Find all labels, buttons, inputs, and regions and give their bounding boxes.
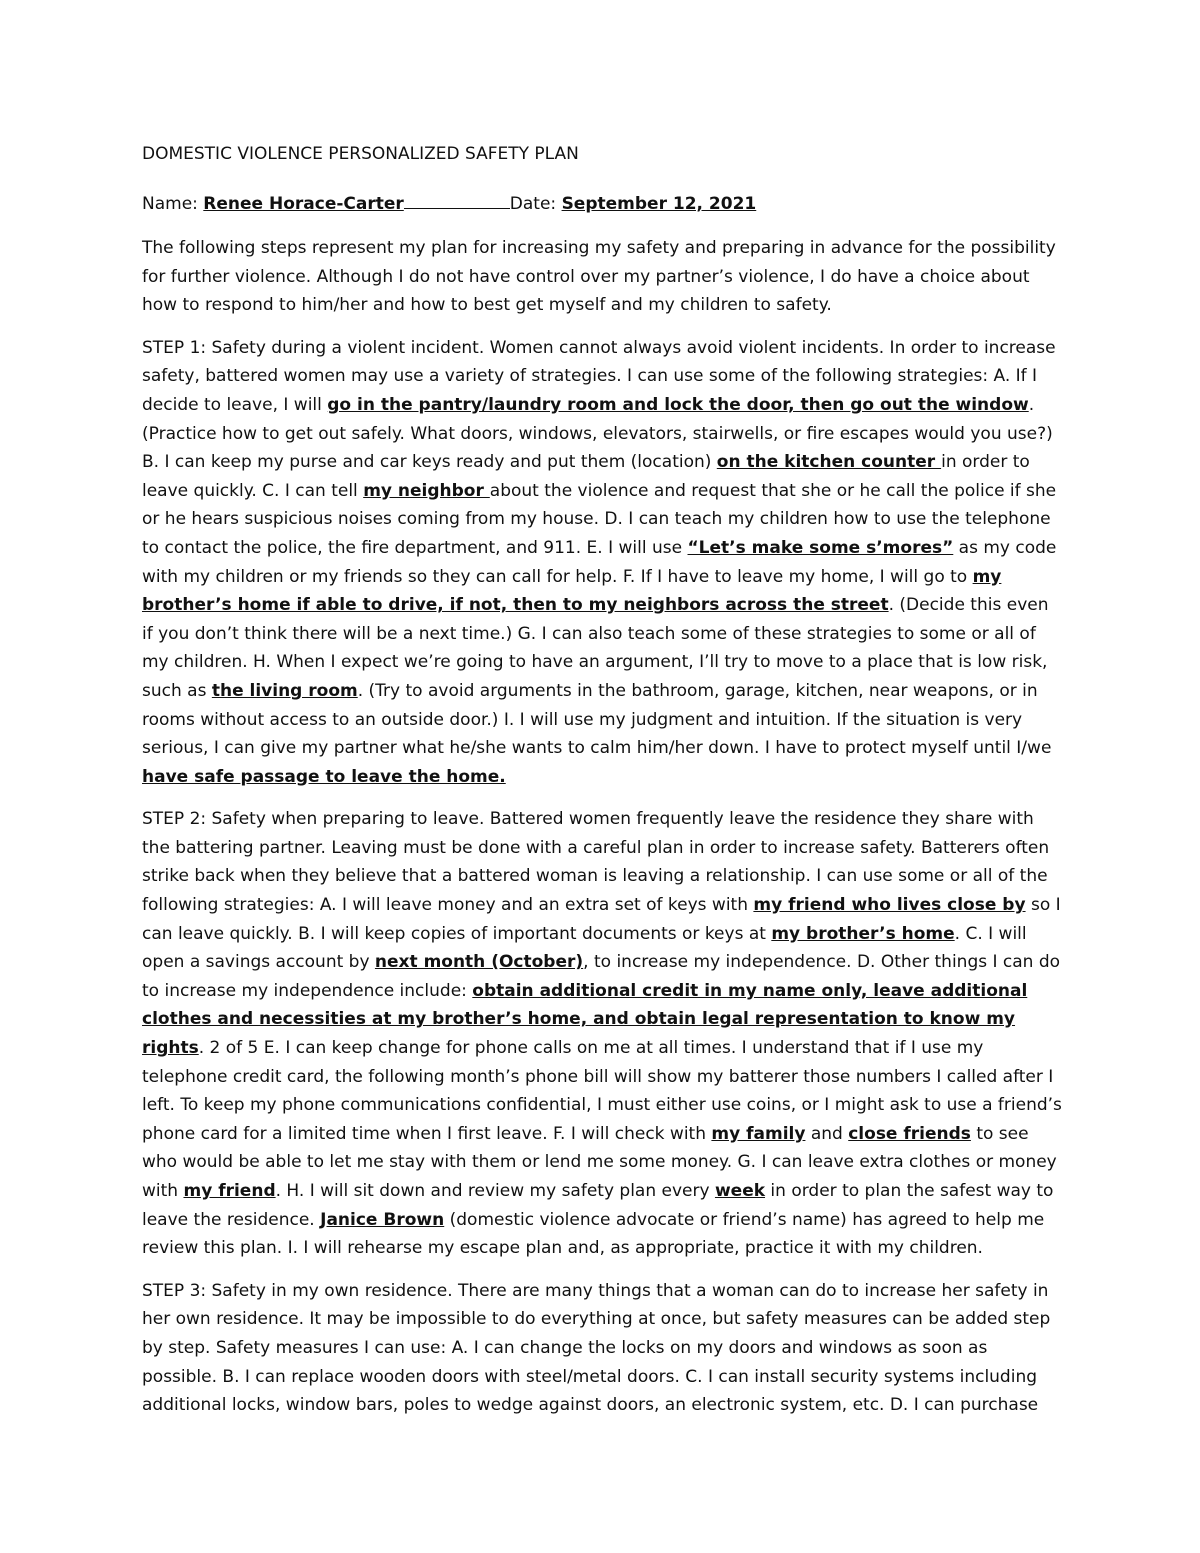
filled-in-response: my family: [711, 1123, 806, 1144]
paragraph-text-run: and: [805, 1123, 849, 1144]
paragraph-text-run: so I can leave quickly. B. I will keep copies of important documents or keys at: [142, 895, 1061, 944]
paragraph-text-run: , to increase my independence. D. Other things I can do to increase my independence include:: [142, 952, 1061, 1001]
step2-paragraph: [142, 805, 1064, 1263]
paragraph-text-run: (domestic violence advocate or friend’s name) has agreed to help me review this plan. I. I will rehearse my escape plan and, as appropriate, practice it with my children.: [142, 1209, 1045, 1259]
filled-in-response: my friend who lives close by: [753, 895, 1026, 916]
filled-in-response: my friend: [183, 1181, 276, 1201]
paragraph-text-run: as my code with my children or my friends so they can call for help. F. If I have to leave my home, I will go to: [142, 537, 1057, 587]
paragraph-text-run: STEP 1: Safety during a violent incident. Women cannot always avoid violent incidents. In order to increase safety, battered women may use a variety of strategies. I can use some of the following strategies: A. If I decide to leave, I will: [142, 337, 1056, 415]
filled-in-response: close friends: [848, 1123, 971, 1144]
name-label: Name:: [142, 194, 204, 214]
intro-paragraph: The following steps represent my plan for increasing my safety and preparing in advance for the possibility for further violence. Although I do not have control over my partner’s violence, I do have a choice about how to respond to him/her and how to best get myself and my children to safety.: [142, 238, 1056, 316]
filled-in-response: “Let’s make some s’mores”: [687, 537, 954, 558]
name-date-line: [142, 190, 1064, 218]
paragraph-text-run: . 2 of 5 E. I can keep change for phone calls on me at all times. I understand that if I use my telephone credit card, the following month’s phone bill will show my batterer those numbers I called after I left. To keep my phone communications confidential, I must either use coins, or I might ask to use a friend’s phone card for a limited time when I first leave. F. I will check with: [142, 1038, 1062, 1144]
paragraph-text-run: . (Decide this even if you don’t think there will be a next time.) G. I can also teach some of these strategies to some or all of my children. H. When I expect we’re going to have an argument, I’ll try to move to a place that is low risk, such as: [142, 595, 1049, 701]
paragraph-text-run: . (Practice how to get out safely. What doors, windows, elevators, stairwells, or fire escapes would you use?) B. I can keep my purse and car keys ready and put them (location): [142, 394, 1053, 473]
paragraph-text-run: in order to leave quickly. C. I can tell: [142, 452, 1030, 501]
name-value: Renee Horace-Carter: [203, 194, 404, 214]
paragraph-text-run: . C. I will open a savings account by: [142, 923, 1027, 973]
paragraph-text-run: . (Try to avoid arguments in the bathroom, garage, kitchen, near weapons, or in rooms without access to an outside door.) I. I will use my judgment and intuition. If the situation is very serious, I can give my partner what he/she wants to calm him/her down. I have to protect myself until I/we: [142, 680, 1052, 759]
paragraph-text-run: STEP 2: Safety when preparing to leave. Battered women frequently leave the residence they share with the battering partner. Leaving must be done with a careful plan in order to increase safety. Batterers often strike back when they believe that a battered woman is leaving a relationship. I can use some or all of the following strategies: A. I will leave money and an extra set of keys with: [142, 809, 1050, 916]
filled-in-response: my brother’s home if able to drive, if not, then to my neighbors across the street: [142, 566, 1002, 616]
paragraph-text-run: . H. I will sit down and review my safety plan every: [275, 1181, 715, 1201]
filled-in-response: on the kitchen counter: [716, 452, 942, 473]
paragraph-text-run: STEP 3: Safety in my own residence. There are many things that a woman can do to increase her safety in her own residence. It may be impossible to do everything at once, but safety measures can be added step by step. Safety measures I can use: A. I can change the locks on my doors and windows as soon as possible. B. I can replace wooden doors with steel/metal doors. C. I can install security systems including additional locks, window bars, poles to wedge against doors, an electronic system, etc. D. I can purchase: [142, 1280, 1051, 1416]
document-title: DOMESTIC VIOLENCE PERSONALIZED SAFETY PLAN: [142, 144, 579, 164]
filled-in-response: go in the pantry/laundry room and lock the door, then go out the window: [327, 394, 1029, 415]
paragraph-text-run: about the violence and request that she or he call the police if she or he hears suspicious noises coming from my house. D. I can teach my children how to use the telephone to contact the police, the fire department, and 911. E. I will use: [142, 480, 1057, 558]
filled-in-response: obtain additional credit in my name only, leave additional clothes and necessities at my brother’s home, and obtain legal representation to know my rights: [142, 980, 1028, 1059]
filled-in-response: have safe passage to leave the home.: [142, 766, 506, 787]
document-body: [142, 140, 1064, 1434]
filled-in-response: my brother’s home: [771, 923, 955, 944]
name-blank-underline: [404, 190, 510, 209]
date-value: September 12, 2021: [561, 194, 757, 214]
filled-in-response: my neighbor: [363, 480, 490, 501]
filled-in-response: week: [714, 1181, 766, 1201]
filled-in-response: the living room: [211, 680, 358, 701]
paragraph-text-run: to see who would be able to let me stay with them or lend me some money. G. I can leave extra clothes or money with: [142, 1123, 1057, 1201]
paragraph-text-run: in order to plan the safest way to leave the residence.: [142, 1181, 1054, 1230]
step1-paragraph: [142, 334, 1064, 792]
date-label: Date:: [509, 194, 562, 214]
step3-paragraph: [142, 1277, 1064, 1420]
filled-in-response: next month (October): [374, 952, 584, 973]
filled-in-response: Janice Brown: [320, 1209, 445, 1230]
